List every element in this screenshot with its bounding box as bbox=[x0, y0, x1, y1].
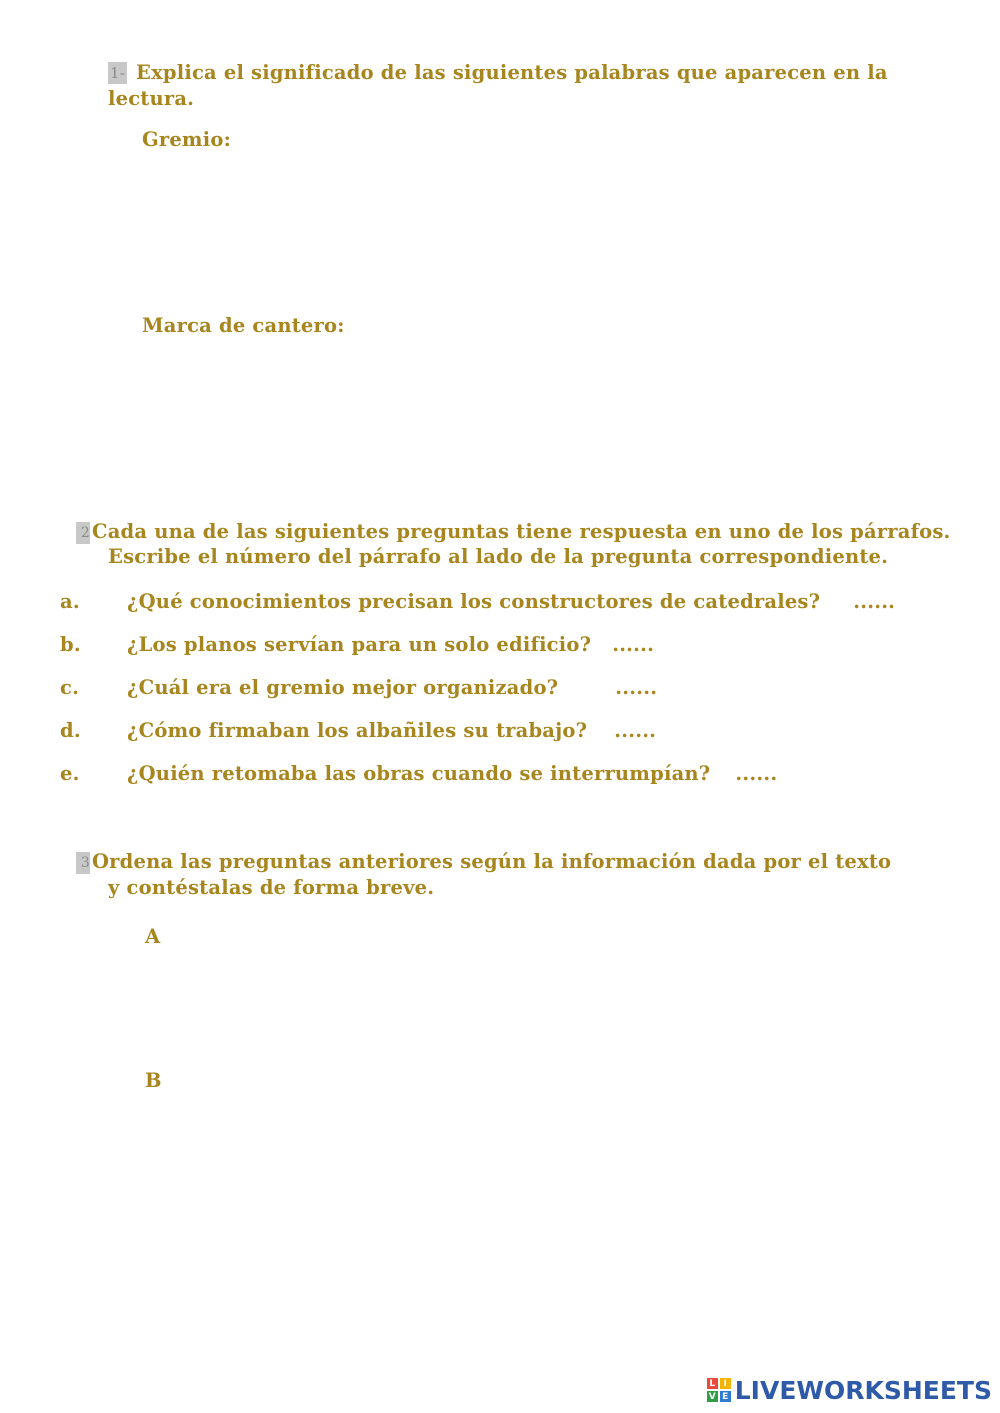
logo-tile: L bbox=[707, 1378, 718, 1389]
logo-tile: E bbox=[720, 1391, 731, 1402]
question-1-text-line2: lectura. bbox=[108, 87, 195, 110]
marca-de-cantero-answer-field[interactable] bbox=[142, 346, 902, 496]
question-1-text-line1: Explica el significado de las siguientes palabras que aparecen en la bbox=[136, 61, 888, 84]
item-question: ¿Qué conocimientos precisan los constructores de catedrales? bbox=[127, 590, 821, 613]
list-item bbox=[60, 719, 656, 742]
answer-dots-input[interactable]: ...... bbox=[853, 590, 896, 613]
answer-dots-input[interactable]: ...... bbox=[735, 762, 778, 785]
question-2-text-line1: Cada una de las siguientes preguntas tiene respuesta en uno de los párrafos. bbox=[92, 520, 951, 543]
liveworksheets-logo-icon bbox=[707, 1378, 731, 1402]
term-marca-de-cantero-label: Marca de cantero: bbox=[142, 314, 345, 337]
answer-b-field[interactable] bbox=[145, 1099, 905, 1299]
question-number-badge: 1- bbox=[110, 64, 126, 82]
item-question: ¿Cuál era el gremio mejor organizado? bbox=[127, 676, 559, 699]
item-question: ¿Cómo firmaban los albañiles su trabajo? bbox=[127, 719, 588, 742]
item-letter: a. bbox=[60, 590, 80, 613]
list-item bbox=[60, 590, 895, 613]
answer-a-label: A bbox=[145, 925, 161, 948]
item-question: ¿Los planos servían para un solo edificio? bbox=[127, 633, 592, 656]
liveworksheets-footer bbox=[707, 1375, 992, 1405]
logo-tile: V bbox=[707, 1391, 718, 1402]
answer-dots-input[interactable]: ...... bbox=[612, 633, 655, 656]
question-2-heading bbox=[76, 519, 951, 545]
term-gremio-label: Gremio: bbox=[142, 128, 231, 151]
answer-dots-input[interactable]: ...... bbox=[615, 676, 658, 699]
brand-name: LIVEWORKSHEETS bbox=[734, 1375, 992, 1405]
item-letter: c. bbox=[60, 676, 80, 699]
question-3-heading bbox=[76, 849, 891, 875]
gremio-answer-field[interactable] bbox=[142, 158, 902, 298]
question-3-text-line2: y contéstalas de forma breve. bbox=[108, 876, 435, 899]
item-question: ¿Quién retomaba las obras cuando se interrumpían? bbox=[127, 762, 711, 785]
logo-tile: I bbox=[720, 1378, 731, 1389]
answer-dots-input[interactable]: ...... bbox=[614, 719, 657, 742]
list-item bbox=[60, 762, 777, 785]
item-letter: b. bbox=[60, 633, 81, 656]
question-number-badge: 3 bbox=[76, 852, 90, 874]
list-item bbox=[60, 676, 657, 699]
question-3-text-line1: Ordena las preguntas anteriores según la información dada por el texto bbox=[92, 850, 892, 873]
list-item bbox=[60, 633, 654, 656]
item-letter: e. bbox=[60, 762, 80, 785]
answer-b-label: B bbox=[145, 1069, 162, 1092]
question-number-badge: 2 bbox=[76, 522, 90, 544]
question-1-heading bbox=[108, 60, 888, 86]
question-2-text-line2: Escribe el número del párrafo al lado de la pregunta correspondiente. bbox=[108, 545, 889, 568]
item-letter: d. bbox=[60, 719, 81, 742]
answer-a-field[interactable] bbox=[145, 955, 905, 1055]
